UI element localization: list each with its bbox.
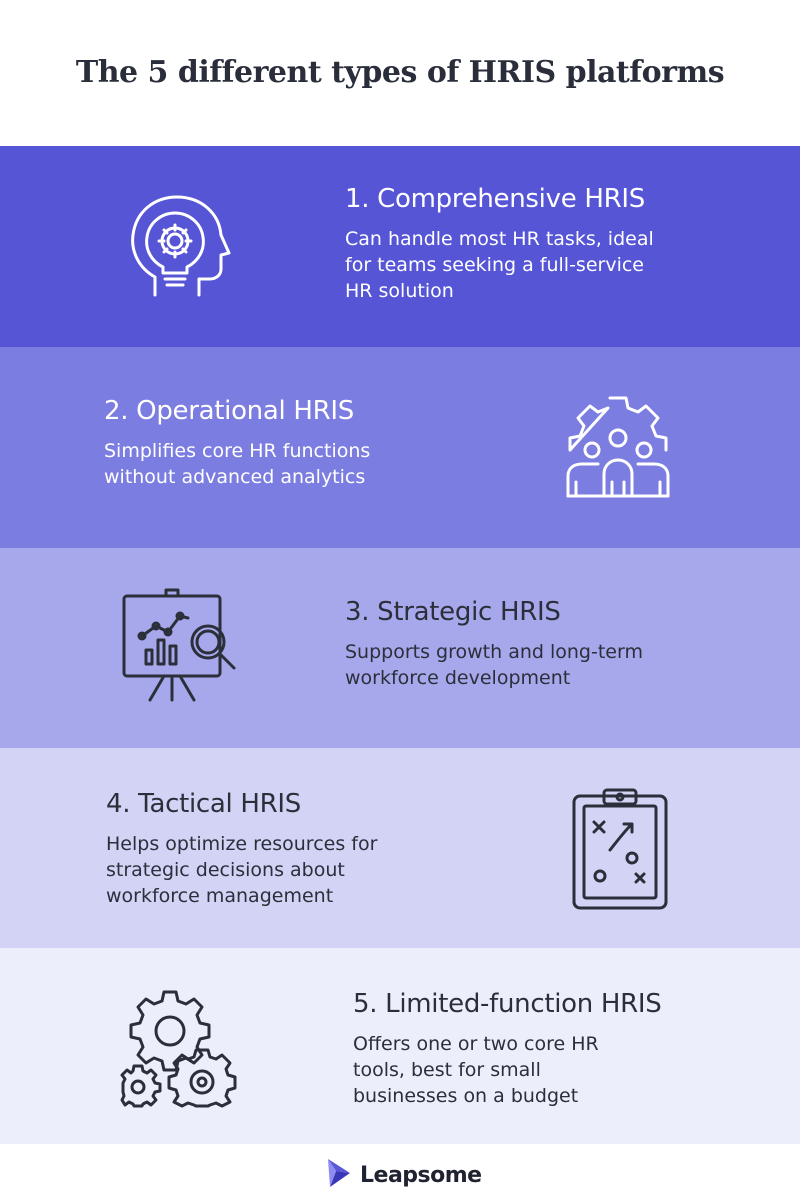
brand-logo[interactable] [326,1158,482,1192]
hris-type-comprehensive [0,146,800,347]
description-line: businesses on a budget [353,1085,579,1107]
description-line: Supports growth and long-term [345,641,643,663]
item-heading: 1. Comprehensive HRIS [345,184,645,214]
presentation-chart-magnifier-icon [120,588,240,704]
description-line: workforce management [106,885,334,907]
description-line: Offers one or two core HR [353,1033,599,1055]
item-heading: 4. Tactical HRIS [106,789,301,819]
item-description [104,438,484,490]
item-description [345,226,765,304]
item-description [353,1031,773,1109]
item-description [345,639,765,691]
hris-type-limited-function [0,948,800,1144]
description-line: without advanced analytics [104,466,366,488]
hris-type-tactical [0,748,800,948]
description-line: workforce development [345,667,571,689]
hris-type-strategic [0,548,800,748]
item-heading: 2. Operational HRIS [104,396,354,426]
description-line: Simplifies core HR functions [104,440,371,462]
description-line: strategic decisions about [106,859,345,881]
description-line: for teams seeking a full-service [345,254,644,276]
head-gear-lightbulb-icon [125,191,235,301]
page-title: The 5 different types of HRIS platforms [75,55,725,90]
hris-type-operational [0,347,800,548]
gears-icon [120,988,240,1108]
item-text [104,395,484,490]
item-text [106,788,506,909]
clipboard-strategy-icon [570,786,670,912]
item-description [106,831,506,909]
description-line: tools, best for small [353,1059,541,1081]
item-text [353,988,773,1109]
description-line: Helps optimize resources for [106,833,378,855]
item-heading: 5. Limited-function HRIS [353,989,662,1019]
leapsome-logo-icon [326,1157,352,1193]
item-heading: 3. Strategic HRIS [345,597,561,627]
description-line: HR solution [345,280,454,302]
description-line: Can handle most HR tasks, ideal [345,228,654,250]
team-gear-icon [562,392,674,504]
item-text [345,596,765,691]
item-text [345,183,765,304]
brand-name: Leapsome [360,1162,482,1188]
